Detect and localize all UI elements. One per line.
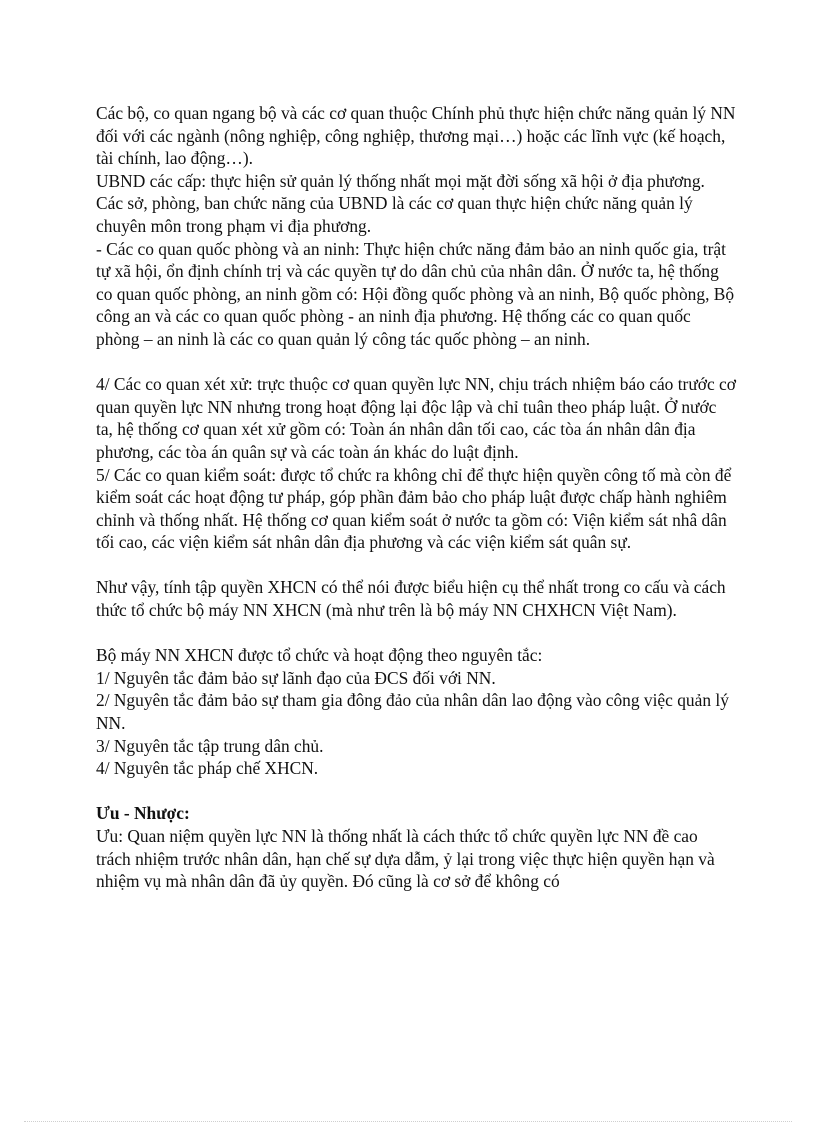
principle-item-3: 3/ Nguyên tắc tập trung dân chủ. [96, 735, 324, 756]
paragraph-defense-security: - Các co quan quốc phòng và an ninh: Thực hiện chức năng đảm bảo an ninh quốc gia, trật tự xã hội, ổn định chính trị và các quyền tự do dân chủ của nhân dân. Ở nước ta, hệ thống co quan quốc phòng, an ninh gồm có: Hội đồng quốc phòng và an ninh, Bộ quốc phòng, Bộ công an và các co quan quốc phòng - an ninh địa phương. Hệ thống các co quan quốc phòng – an ninh là các co quan quản lý công tác quốc phòng – an ninh. [96, 238, 735, 349]
paragraph-departments: Các sở, phòng, ban chức năng của UBND là các cơ quan thực hiện chức năng quản lý chuyên môn trong phạm vi địa phương. [96, 193, 693, 236]
blank-line [96, 622, 736, 645]
paragraph-ministries: Các bộ, co quan ngang bộ và các cơ quan thuộc Chính phủ thực hiện chức năng quản lý NN đối với các ngành (nông nghiệp, công nghiệp, thương mại…) hoặc các lĩnh vực (kế hoạch, tài chính, lao động…). [96, 103, 736, 169]
paragraph-procuracy: 5/ Các co quan kiểm soát: được tổ chức ra không chỉ để thực hiện quyền công tố mà còn để kiểm soát các hoạt động tư pháp, góp phần đảm bảo cho pháp luật được chấp hành nghiêm chỉnh và thống nhất. Hệ thống cơ quan kiểm soát ở nước ta gồm có: Viện kiểm sát nhâ dân tối cao, các viện kiểm sát nhân dân địa phương và các viện kiểm sát quân sự. [96, 464, 732, 553]
paragraph-summary: Như vậy, tính tập quyền XHCN có thể nói được biểu hiện cụ thể nhất trong co cấu và cách thức tổ chức bộ máy NN XHCN (mà như trên là bộ máy NN CHXHCN Việt Nam). [96, 577, 726, 621]
section-heading-pros-cons: Ưu - Nhược: [96, 803, 190, 824]
blank-line [96, 780, 736, 803]
document-page [96, 102, 736, 893]
principle-item-4: 4/ Nguyên tắc pháp chế XHCN. [96, 758, 319, 779]
page-bottom-border [24, 1121, 792, 1122]
paragraph-courts: 4/ Các co quan xét xử: trực thuộc cơ quan quyền lực NN, chịu trách nhiệm báo cáo trước cơ quan quyền lực NN nhưng trong hoạt động lại độc lập và chỉ tuân theo pháp luật. Ở nước ta, hệ thống cơ quan xét xử gồm có: Toàn án nhân dân tối cao, các tòa án nhân dân địa phương, các tòa án quân sự và các toàn án khác do luật định. [96, 374, 736, 462]
paragraph-principles-intro: Bộ máy NN XHCN được tổ chức và hoạt động theo nguyên tắc: [96, 645, 543, 666]
paragraph-ubnd: UBND các cấp: thực hiện sử quản lý thống nhất mọi mặt đời sống xã hội ở địa phương. [96, 170, 705, 191]
principle-item-1: 1/ Nguyên tắc đảm bảo sự lãnh đạo của ĐCS đối với NN. [96, 667, 496, 688]
paragraph-pros: Ưu: Quan niệm quyền lực NN là thống nhất là cách thức tổ chức quyền lực NN đề cao trách nhiệm trước nhân dân, hạn chế sự dựa dẫm, ỷ lại trong việc thực hiện quyền hạn và nhiệm vụ mà nhân dân đã ủy quyền. Đó cũng là cơ sở để không có [96, 826, 715, 892]
principle-item-2: 2/ Nguyên tắc đảm bảo sự tham gia đông đảo của nhân dân lao động vào công việc quản lý NN. [96, 690, 729, 734]
blank-line [96, 554, 736, 577]
blank-line [96, 351, 736, 374]
